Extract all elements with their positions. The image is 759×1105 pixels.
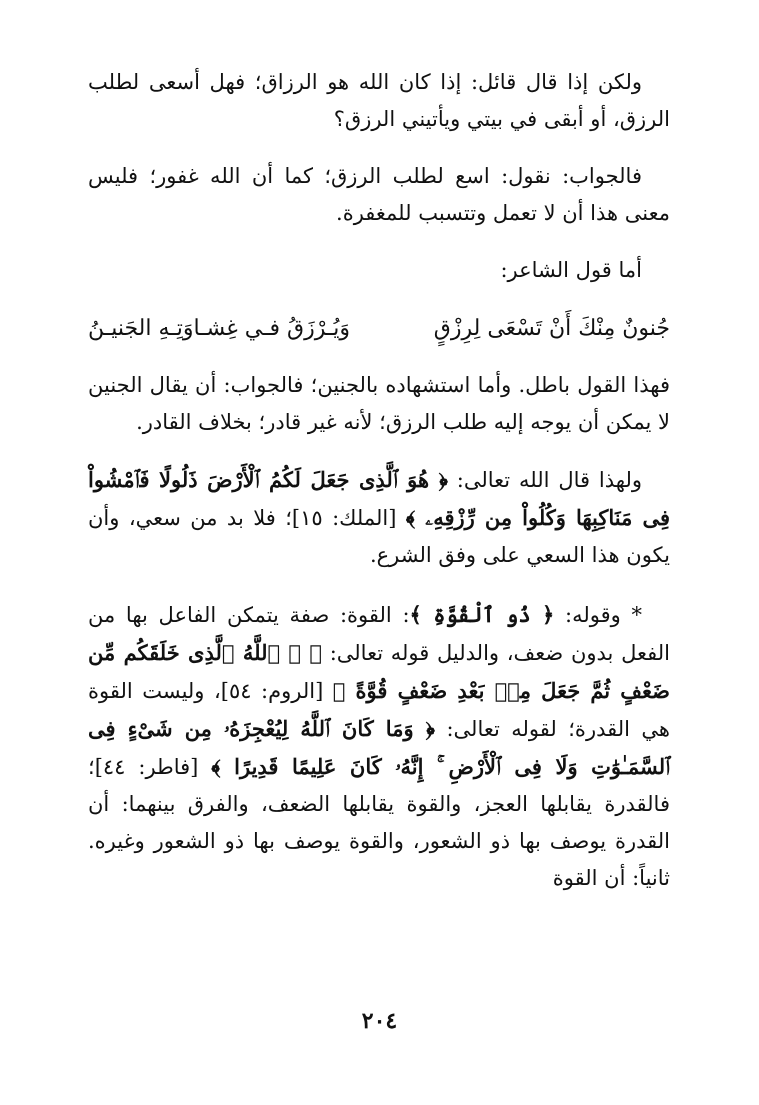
poem-second-hemistich: وَيُـرْزَقُ فـي غِشـاوَتِـهِ الجَنيـنُ [88, 316, 351, 341]
quwwa-paragraph [88, 596, 670, 897]
mulk-rest-text: ؛ فلا بد من سعي، وأن يكون هذا السعي على وفق الشرع. [88, 506, 670, 567]
quwwa-lead-text: وقوله: [565, 603, 621, 627]
quran-term-quwwa: ﴿ ذُو ٱلْقُوَّةِ ﴾ [409, 602, 555, 627]
poet-intro-paragraph: أما قول الشاعر: [500, 258, 642, 282]
question-paragraph: ولكن إذا قال قائل: إذا كان الله هو الرزاق؛ فهل أسعى لطلب الرزق، أو أبقى في بيتي ويأتيني الرزق؟ [88, 70, 670, 131]
quwwa-definition-text: : القوة: صفة يتمكن الفاعل بها من الفعل بدون ضعف، والدليل قوله تعالى: [88, 603, 670, 665]
refutation-paragraph: فهذا القول باطل. وأما استشهاده بالجنين؛ فالجواب: أن يقال الجنين لا يمكن أن يوجه إليه طلب الرزق؛ لأنه غير قادر؛ بخلاف القادر. [88, 373, 670, 434]
answer-paragraph: فالجواب: نقول: اسع لطلب الرزق؛ كما أن الله غفور؛ فليس معنى هذا أن لا تعمل وتتسبب للمغفرة. [88, 164, 670, 225]
quran-verse-fatir: ﴿ وَمَا كَانَ ٱللَّهُ لِيُعْجِزَهُۥ مِن شَىْءٍ فِى ٱلسَّمَـٰوَٰتِ وَلَا فِى ٱلْأَرْضِ ۚ إِنَّهُۥ كَانَ عَلِيمًا قَدِيرًا ﴾ [88, 716, 670, 779]
reference-rum: [الروم: ٥٤] [220, 679, 324, 703]
page-number: ٢٠٤ [361, 1008, 398, 1034]
quwwa-middle-text: ، وليست القوة هي القدرة؛ لقوله تعالى: [88, 679, 670, 741]
mulk-lead-text: ولهذا قال الله تعالى: [456, 468, 643, 492]
poem-verse [88, 309, 670, 349]
reference-mulk: [الملك: ١٥] [291, 506, 397, 530]
reference-fatir: [فاطر: ٤٤] [94, 755, 199, 779]
quran-verse-rum: ﴿ ۞ ٱللَّهُ ٱلَّذِى خَلَقَكُم مِّن ضَعْفٍ ثُمَّ جَعَلَ مِنۢ بَعْدِ ضَعْفٍ قُوَّةً ﴾ [88, 640, 670, 703]
asterisk-marker: * [631, 603, 642, 627]
poem-first-hemistich: جُنونٌ مِنْكَ أَنْ تَسْعَى لِرِزْقٍ [433, 316, 670, 341]
mulk-paragraph [88, 461, 670, 574]
quwwa-ending-text: ؛ فالقدرة يقابلها العجز، والقوة يقابلها الضعف، والفرق بينهما: أن القدرة يوصف بها ذو الشعور، والقوة يوصف بها ذو الشعور وغيره. ثانياً: أن القوة [88, 755, 670, 890]
book-page [88, 64, 670, 897]
quran-verse-mulk: ﴿ هُوَ ٱلَّذِى جَعَلَ لَكُمُ ٱلْأَرْضَ ذَلُولًا فَٱمْشُواْ فِى مَنَاكِبِهَا وَكُلُواْ مِن رِّزْقِهِۦ ﴾ [88, 467, 670, 530]
